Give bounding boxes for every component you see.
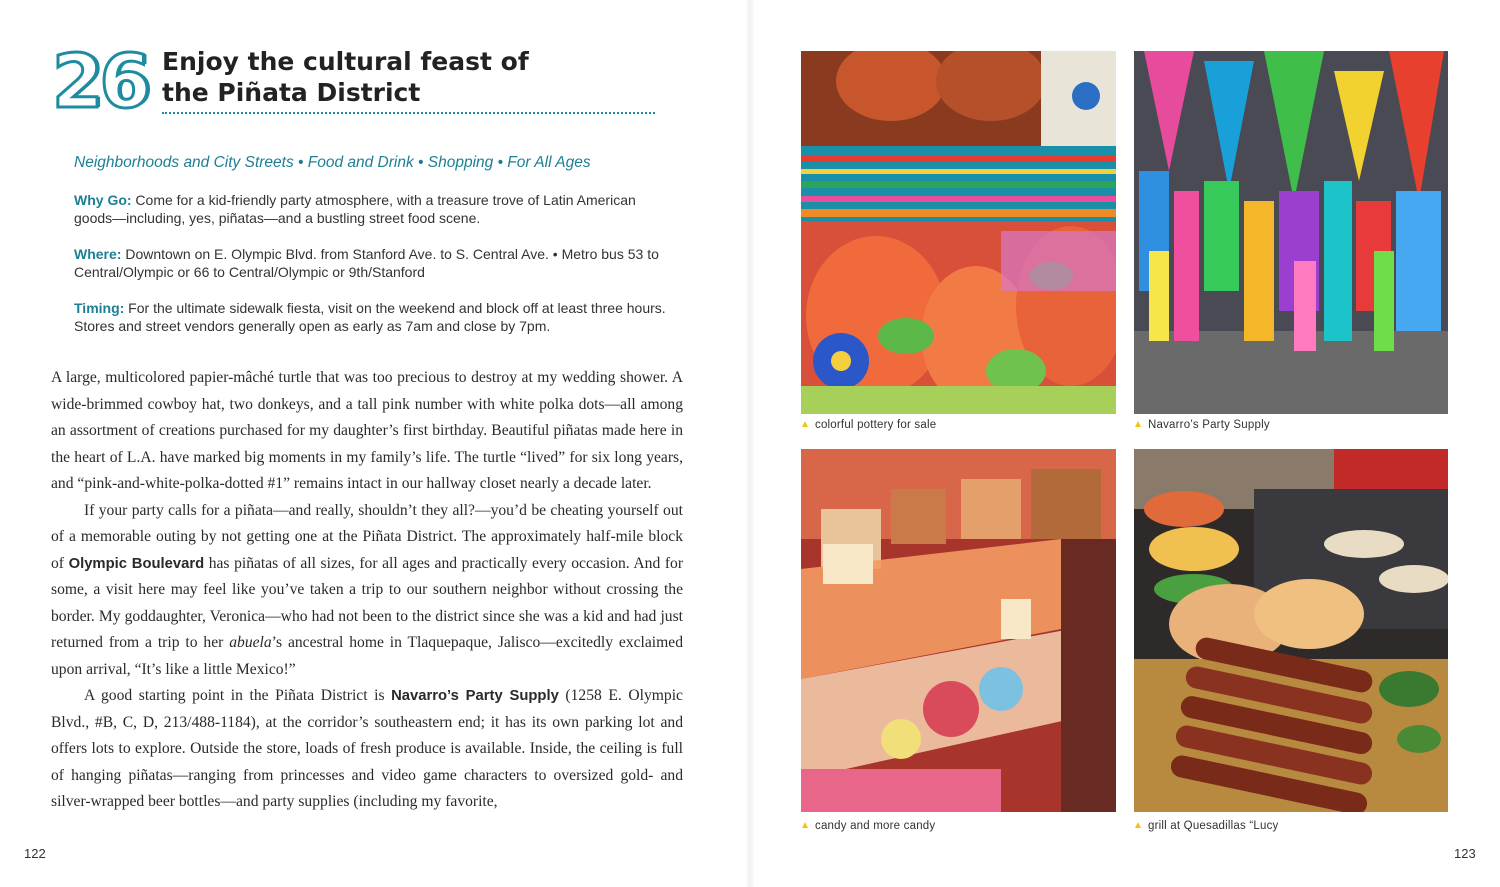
photo-pottery [801,51,1116,414]
caption-candy [802,820,935,832]
text-run: If your party calls for a piñata—and really, shouldn’t they all?—you’d be cheating yourself out of a memorable outing by not getting one at the Piñata District. The approximately half-mile block of [51,501,683,572]
text-run: ’s ancestral home in Tlaquepaque, Jalisco—excitedly exclaimed upon arrival, “It’s like a little Mexico!” [51,634,683,678]
place-name-navarros: Navarro’s Party Supply [391,688,559,704]
caption-pinatas [1135,419,1270,431]
entry-number: 26 [52,39,147,125]
entry-title [162,46,622,108]
title-line-2: the Piñata District [162,78,421,107]
page-number-right: 123 [1454,846,1476,861]
triangle-marker-icon [1135,421,1141,427]
caption-text: colorful pottery for sale [815,419,937,431]
info-text: For the ultimate sidewalk fiesta, visit on the weekend and block off at least three hours. Stores and street vendors generally open as early as 7am and close by 7pm. [74,300,666,334]
title-dotted-rule [162,112,655,114]
caption-text: grill at Quesadillas “Lucy [1148,820,1279,832]
text-run: A good starting point in the Piñata District is [84,687,392,704]
photo-pinatas [1134,51,1448,414]
body-text [51,365,683,816]
category-tags: Neighborhoods and City Streets • Food and Drink • Shopping • For All Ages [74,154,591,171]
photo-grill [1134,449,1448,812]
place-name-olympic: Olympic Boulevard [68,555,205,572]
caption-text: Navarro’s Party Supply [1148,419,1270,431]
body-paragraph-2 [51,498,683,684]
info-why-go [74,191,666,227]
photo-candy [801,449,1116,812]
caption-pottery [802,419,936,431]
info-where [74,245,666,281]
page-gutter [745,0,755,887]
info-label: Timing: [74,300,125,316]
italic-word: abuela [229,634,272,651]
text-run: has piñatas of all sizes, for all ages and practically every occasion. And for some, a visit here may feel like you’ve taken a trip to our southern neighbor without crossing the border. My goddaughter, Veronica—who had not been to the district since she was a kid and had just returned from a trip to her [51,554,684,651]
caption-text: candy and more candy [815,820,936,832]
text-run: (1258 E. Olympic Blvd., #B, C, D, 213/488-1184), at the corridor’s southeastern end; it has its own parking lot and offers lots to explore. Outside the store, loads of fresh produce is available. Inside, the ceiling is full of hanging piñatas—ranging from princesses and video game characters to oversized gold- and silver-wrapped beer bottles—and party supplies (including my favorite, [51,687,683,810]
page-number-left: 122 [24,846,46,861]
info-label: Why Go: [74,192,132,208]
triangle-marker-icon [802,822,808,828]
info-text: Come for a kid-friendly party atmosphere, with a treasure trove of Latin American goods—including, yes, piñatas—and a bustling street food scene. [74,192,636,226]
triangle-marker-icon [1135,822,1141,828]
info-label: Where: [74,246,122,262]
title-line-1: Enjoy the cultural feast of [162,47,529,76]
info-timing [74,299,666,335]
caption-grill [1135,820,1278,832]
body-paragraph-1: A large, multicolored papier-mâché turtle that was too precious to destroy at my wedding shower. A wide-brimmed cowboy hat, two donkeys, and a tall pink number with white polka dots—all among an assortment of creations purchased for my daughter’s first birthday. Beautiful piñatas made here in the heart of L.A. have marked big moments in my family’s life. The turtle “lived” for six long years, and “pink-and-white-polka-dotted #1” remains intact in our hallway closet nearly a decade later. [51,369,683,492]
info-text: Downtown on E. Olympic Blvd. from Stanford Ave. to S. Central Ave. • Metro bus 53 to Central/Olympic or 66 to Central/Olympic or 9th/Stanford [74,246,659,280]
body-paragraph-3 [51,683,683,816]
triangle-marker-icon [802,421,808,427]
